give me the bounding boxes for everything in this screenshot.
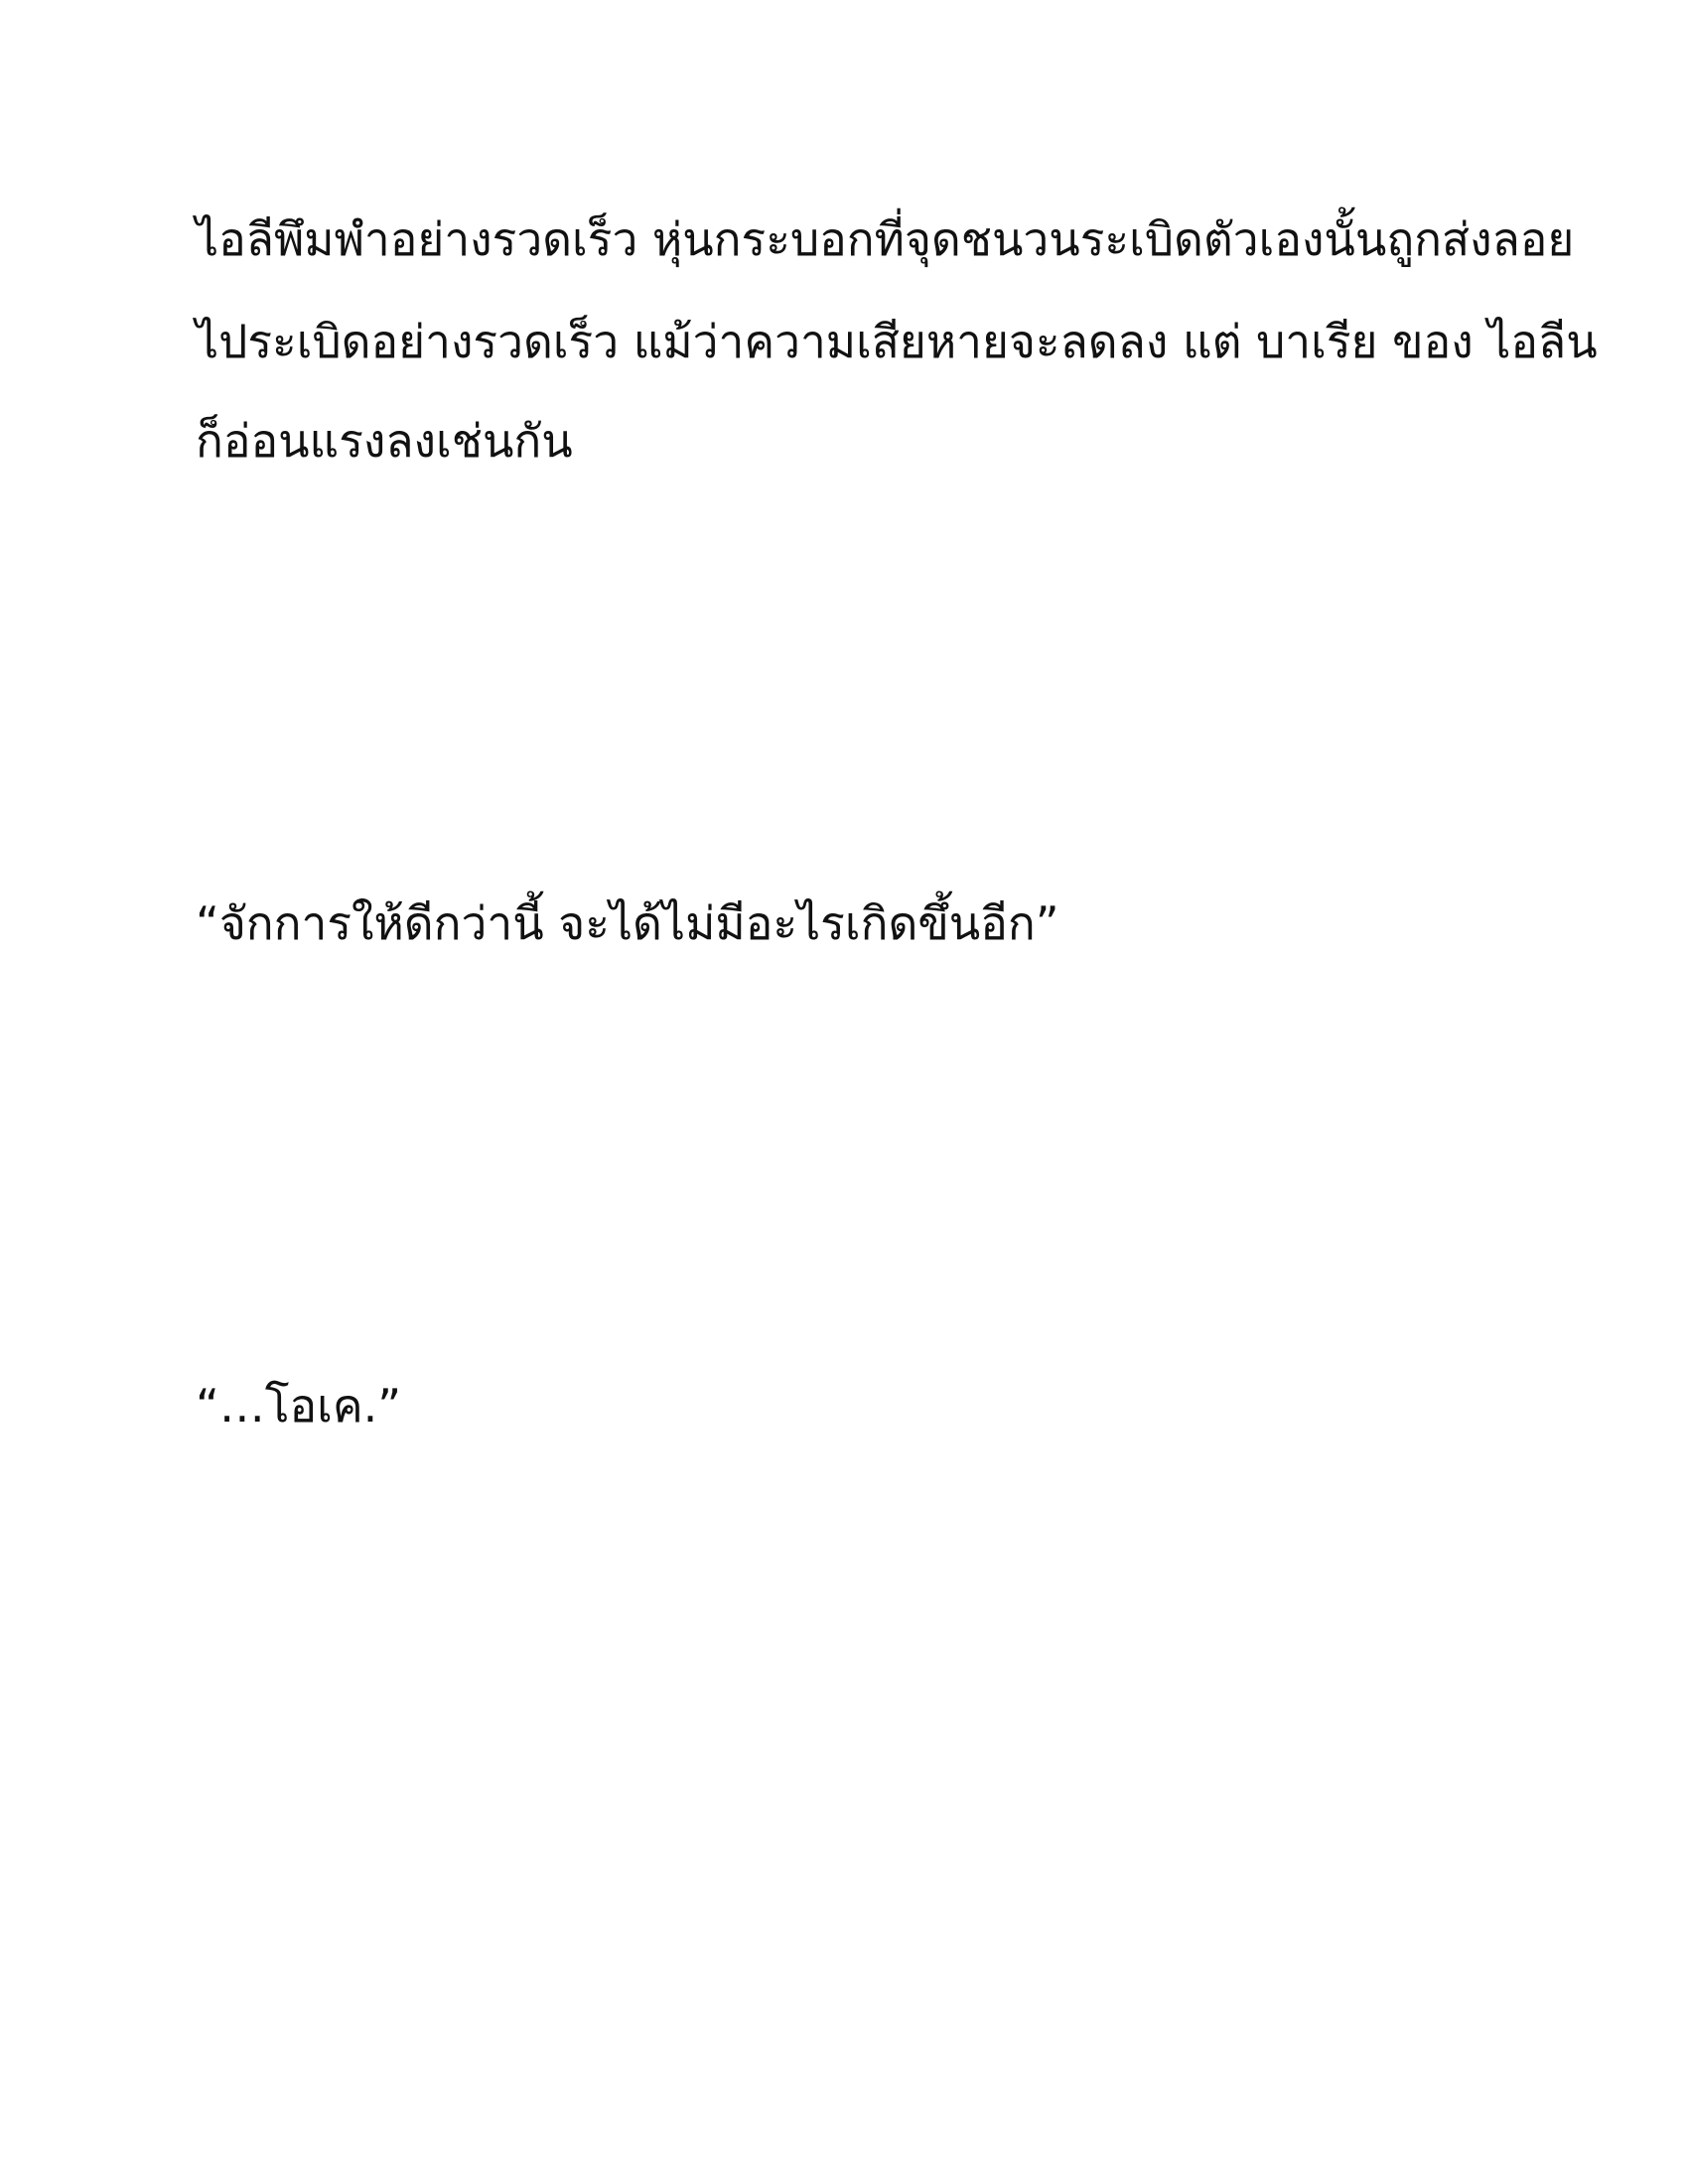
paragraph-line: ไอลีพึมพำอย่างรวดเร็ว หุ่นกระบอกที่จุดชนวนระเบิดตัวเองนั้นถูกส่งลอย	[196, 212, 1575, 266]
dialogue-line: “จักการให้ดีกว่านี้ จะได้ไม่มีอะไรเกิดขึ้นอีก”	[196, 896, 1059, 950]
paragraph-line: ไประเบิดอย่างรวดเร็ว แม้ว่าความเสียหายจะลดลง แต่ บาเรีย ของ ไอลีน	[196, 315, 1598, 368]
dialogue-line: “…โอเค.”	[196, 1379, 402, 1433]
paragraph-line: ก็อ่อนแรงลงเช่นกัน	[196, 414, 573, 468]
